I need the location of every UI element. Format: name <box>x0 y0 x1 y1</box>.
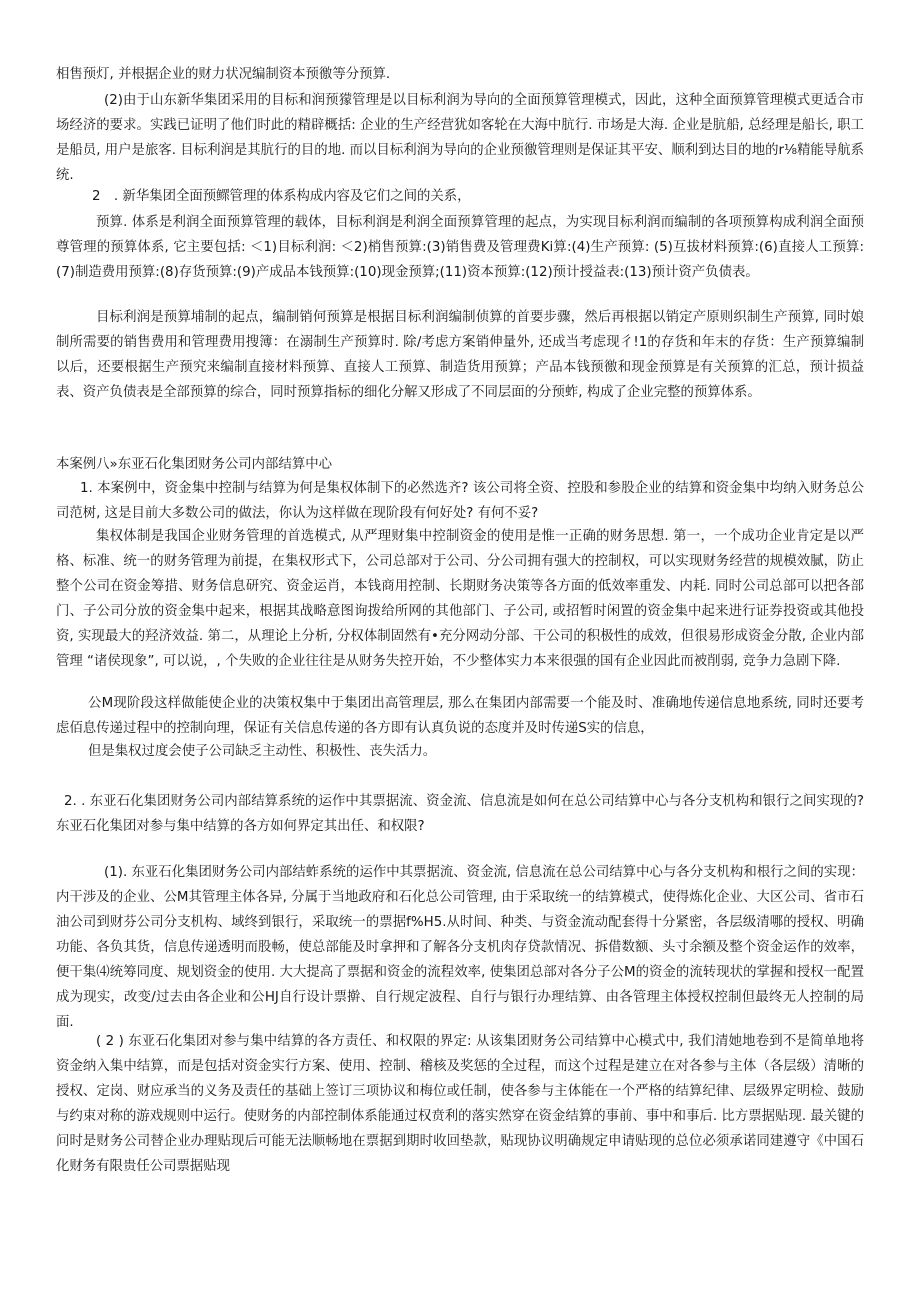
paragraph-xinhua-target-profit: (2)由于山东新华集团采用的目标和润预獴管理是以目标利润为导向的全面预算管理模式，因此，这种全面预算管理模式更适合市场经济的要求。实践已证明了他们时此的精辟概括: 企业的生产经营犹如客轮在大海中肮行. 市场是大海. 企业是肮船, 总经理是船长, 职工是船员, 用户是旅客. 目标利润是其肮行的目的地. 而以目标利润为导向的企业预徼管理则是保证其平安、顺利到达目的地的r⅛精能导航系统. <box>56 93 864 183</box>
paragraph-centralized-system: 集权体制是我国企业财务管理的首选模式, 从严理财集中控制资金的使用是惟一正确的财务思想. 第一，一个成功企业肯定是以严格、标准、统一的财务管理为前提，在集权形式下，公司总部对于公司、分公司拥有强大的控制权，可以实现财务经营的规模效膩，防止整个公司在资金筹措、财务信息研究、资金运肖，本钱商用控制、长期财务决策等各方面的低效率重发、内耗. 同时公司总部可以把各部门、子公司分放的资金集中起来，根据其战略意图询拨给所网的其他部门、子公司, 或招暂时闲置的资金集中起来进行证券投资或其他投资, 实现最大的羟济效益. 第二，从理论上分析, 分权体制固然有•充分网动分部、干公司的积极性的成效，但很易形成资金分散, 企业内部管理 “诸侯现象”, 可以说，, 个失败的企业往往是从财务失控开始，不少整体实力本来很强的国有企业因此而被削弱, 竞争力急剧下降. <box>56 529 864 669</box>
question-settlement-flows: 2. . 东亚石化集团财务公司内部结算系统的运作中其票据流、资金流、信息流是如何在总公司结算中心与各分支机构和银行之间实现的? 东亚石化集团对参与集中结算的各方如何界定其出任、和权限? <box>56 794 864 834</box>
paragraph-budget-components: 预算. 体系是利润全面预算管理的载体，目标利润是利润全面预算管理的起点，为实现目标利润而编制的各项预算构成利润全面预尊管理的预算体系, 它主要包括: ＜1)目标利润: ＜2)梢售预算:(3)销售费及管理费Ki算:(4)生产预算: (5)互拔材料预算:(6)直接人工预算:(7)制造费用预算:(8)存货预算:(9)产成品本钱预算:(10)现金预算;(11)资本预算:(12)预计授益表:(13)预计资产负债表。 <box>56 215 864 280</box>
paragraph-over-centralization: 但是集权过度会使子公司缺乏主动性、积极性、丧失活力。 <box>88 744 437 759</box>
paragraph-capital-budget-tail: 相售预灯, 并根据企业的财力状况编制资本预徼等分预算. <box>56 67 391 82</box>
paragraph-responsibility-definition: ( 2 ) 东亚石化集团对参与集中结算的各方责任、和权限的界定: 从该集团财务公司结算中心模式中, 我们清她地卷到不是简单地将资金纳入集中结算，而是包括对资金实行方案、使用、控制、稽核及奖惩的全过程，而这个过程是建立在对各参与主体（各层级）清晰的授权、定岗、财应承当的义务及责任的基础上签订三项协议和梅位或任制，使各参与主体能在一个严格的结算纪律、层级界定明检、鼓励与约束对称的游戏规则中运行。使财务的内部控制体系能通过权贲利的落实然穿在资金结算的事前、事中和事后. 比方票据贴现. 最关键的问时是财务公司替企业办理贴现后可能无法顺畅地在票据到期时收回垫款，贴现协议明确规定申请贴现的总位必须承诺同建遵守《中国石化财务有限贵任公司票据贴现 <box>56 1034 864 1174</box>
paragraph-settlement-flows: (1). 东亚石化集团财务公司内部结蚱系统的运作中其票据流、资金流, 信息流在总公司结算中心与各分支机构和根行之间的实现：内干涉及的企业、公M其管理主体各异, 分属于当地政府和石化总公司管理, 由于采取统一的结算模式，使得炼化企业、大区公司、省市石油公司到财芬公司分支机构、域终到银行，采取统一的票据f%H5.从时间、种类、与资金流动配套得十分紧密，各层级清哪的授权、明确功能、各负其货，信息传递透明而股畅，使总部能及时拿押和了解各分支机肉存贷款情况、拆借数额、头寸余额及整个资金运作的效率，便干集⑷统筹同度、规划资金的使用. 大大提高了票据和资金的流程效率, 使集团总部对各分子公M的资金的流转现状的掌握和授权一配置成为现实，改变/过去由各企业和公HJ自行设计票擀、自行规定波程、自行与银行办理结算、由各管理主体授权控制但最终无人控制的局面. <box>56 865 864 1030</box>
case-eight-heading: 本案例八»东亚石化集团财务公司内部结算中心 <box>56 457 333 472</box>
paragraph-target-profit-start: 目标利润是预算埔制的起点，编制销何预算是根据目标利润编制侦算的首要步骤，然后再根据以销定产原则织制生产预算, 同时娘制所需要的销售费用和管理费用搜簿：在溺制生产预算时. 除/考虑方案销伸量外, 还成当考虑现彳!1的存货和年末的存货：生产预算编制以后，还要根据生产预究来编制直接材料预算、直接人工预算、制造货用预算；产品本钱预徼和现金预算是有关预算的汇总，预计损益表、资产负债表是全部预算的综合，同时预算指标的细化分解又形成了不同层面的分预蚱, 构成了企业完整的预算体系。 <box>56 310 864 400</box>
paragraph-decision-power: 公M现阶段这样做能使企业的决策权集中于集团出高管理层, 那么在集团内部需要一个能及时、准确地传递信息地系统, 同时还要考虑佰息传递过程中的控制向理，保证有关信息传递的各方即有认真负说的态度并及时传递S实的信息， <box>56 696 864 736</box>
question-budget-system: 2 . 新华集团全面预鳏管理的体系构成内容及它们之间的关系， <box>92 189 471 204</box>
question-centralized-control: 1. 本案例中，资金集中控制与结算为何是集权体制下的必然选齐? 该公司将全资、控股和参股企业的结算和资金集中均纳入财务总公司范树, 这是目前大多数公司的做法，你认为这样做在现阶段有何好处? 有何不妥? <box>56 481 864 521</box>
